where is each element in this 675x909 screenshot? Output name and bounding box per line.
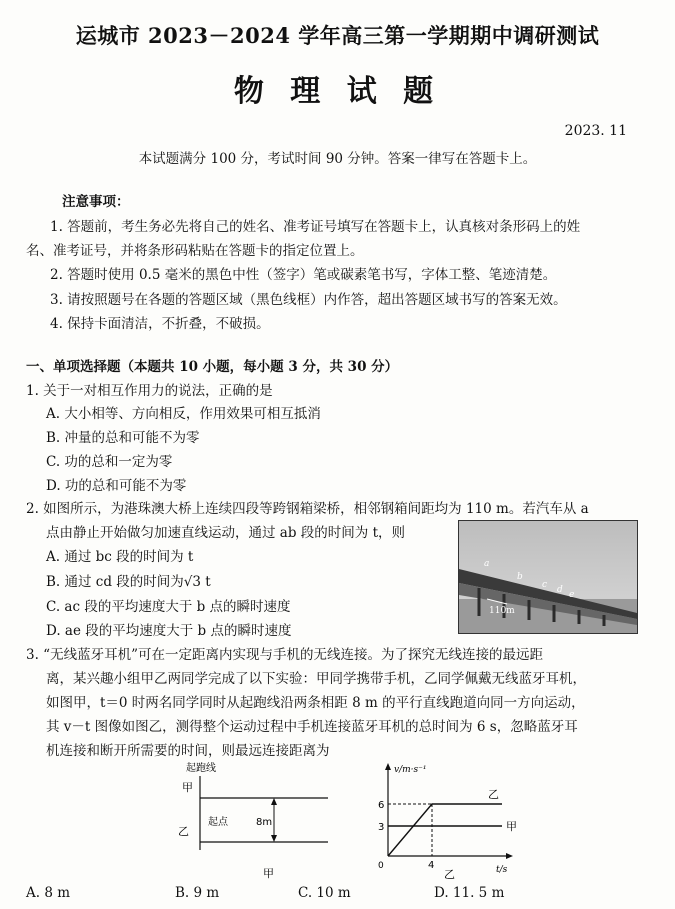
question-3-stem: 如图甲，t＝0 时两名同学同时从起跑线沿两条相距 8 m 的平行直线跑道向同一方向运动， bbox=[46, 695, 585, 711]
question-2-option-c: C. ac 段的平均速度大于 b 点的瞬时速度 bbox=[46, 599, 291, 615]
tick-y-3: 3 bbox=[378, 822, 385, 833]
series-yi-label: 乙 bbox=[488, 788, 499, 801]
series-jia-label: 甲 bbox=[506, 820, 517, 833]
arrow-down-icon bbox=[271, 835, 277, 842]
photo-label-e: e bbox=[569, 590, 575, 600]
question-3-option-a: A. 8 m bbox=[26, 885, 71, 901]
question-3-option-c: C. 10 m bbox=[298, 885, 351, 901]
question-2-option-b: B. 通过 cd 段的时间为√3 t bbox=[46, 574, 211, 590]
t-axis-label: t/s bbox=[496, 865, 508, 875]
notice-heading: 注意事项： bbox=[62, 194, 130, 210]
question-3-option-b: B. 9 m bbox=[175, 885, 220, 901]
figure-yi-vt-graph bbox=[370, 760, 530, 880]
series-yi-line bbox=[388, 804, 502, 856]
question-3-option-d: D. 11. 5 m bbox=[434, 885, 505, 901]
origin-label: 0 bbox=[378, 861, 384, 871]
photo-label-d: d bbox=[557, 585, 563, 595]
exam-title: 运城市 2023－2024 学年高三第一学期期中调研测试 bbox=[75, 23, 600, 48]
arrow-right-icon bbox=[506, 853, 513, 859]
distance-label: 8m bbox=[256, 817, 273, 828]
section-heading: 一、单项选择题（本题共 10 小题，每小题 3 分，共 30 分） bbox=[26, 359, 399, 375]
notice-item: 2. 答题时使用 0.5 毫米的黑色中性（签字）笔或碳素笔书写，字体工整、笔迹清楚。 bbox=[50, 267, 557, 283]
notice-item: 3. 请按照题号在各题的答题区域（黑色线框）内作答，超出答题区域书写的答案无效。 bbox=[50, 292, 567, 308]
question-2-option-d: D. ae 段的平均速度大于 b 点的瞬时速度 bbox=[46, 623, 292, 639]
subject-title: 物 理 试 题 bbox=[233, 74, 442, 109]
question-2-option-a: A. 通过 bc 段的时间为 t bbox=[46, 549, 194, 565]
photo-label-b: b bbox=[517, 572, 523, 582]
question-1-option-d: D. 功的总和可能不为零 bbox=[46, 478, 187, 494]
bridge-photo bbox=[458, 520, 638, 634]
notice-item: 4. 保持卡面清洁，不折叠，不破损。 bbox=[50, 316, 270, 332]
tick-y-6: 6 bbox=[378, 800, 385, 811]
start-point-label: 起点 bbox=[208, 817, 228, 828]
arrow-up-icon bbox=[271, 798, 277, 805]
lane-yi-label: 乙 bbox=[178, 825, 189, 838]
photo-label-distance: 110m bbox=[489, 606, 515, 616]
question-3-stem: 其 v－t 图像如图乙，测得整个运动过程中手机连接蓝牙耳机的总时间为 6 s，忽略蓝牙耳 bbox=[46, 719, 578, 735]
tick-x-4: 4 bbox=[428, 860, 435, 871]
question-1-option-c: C. 功的总和一定为零 bbox=[46, 454, 173, 470]
question-3-stem: 3. “无线蓝牙耳机”可在一定距离内实现与手机的无线连接。为了探究无线连接的最远距 bbox=[26, 647, 543, 663]
notice-item: 1. 答题前，考生务必先将自己的姓名、准考证号填写在答题卡上，认真核对条形码上的姓 bbox=[50, 219, 581, 235]
figure-yi-caption: 乙 bbox=[444, 868, 455, 880]
figure-jia-caption: 甲 bbox=[263, 867, 274, 880]
start-line-label: 起跑线 bbox=[186, 763, 216, 774]
question-3-stem: 离，某兴趣小组甲乙两同学完成了以下实验：甲同学携带手机，乙同学佩戴无线蓝牙耳机， bbox=[46, 671, 586, 687]
photo-label-c: c bbox=[542, 580, 548, 590]
question-1-option-b: B. 冲量的总和可能不为零 bbox=[46, 430, 200, 446]
question-1-option-a: A. 大小相等、方向相反，作用效果可相互抵消 bbox=[46, 406, 321, 422]
photo-label-a: a bbox=[484, 559, 490, 569]
arrow-up-icon bbox=[385, 763, 391, 770]
question-3-stem: 机连接和断开所需要的时间，则最远连接距离为 bbox=[46, 743, 330, 759]
question-2-stem: 点由静止开始做匀加速直线运动，通过 ab 段的时间为 t，则 bbox=[46, 525, 405, 541]
exam-date: 2023. 11 bbox=[564, 123, 627, 139]
v-axis-label: v/m·s⁻¹ bbox=[394, 765, 427, 775]
lane-jia-label: 甲 bbox=[182, 781, 193, 794]
notice-item: 名、准考证号，并将条形码粘贴在答题卡的指定位置上。 bbox=[26, 243, 364, 259]
exam-note: 本试题满分 100 分，考试时间 90 分钟。答案一律写在答题卡上。 bbox=[138, 151, 537, 167]
question-2-stem: 2. 如图所示，为港珠澳大桥上连续四段等跨钢箱梁桥，相邻钢箱间距均为 110 m。若汽车从 a bbox=[26, 501, 589, 517]
figure-jia bbox=[160, 760, 340, 880]
question-1-stem: 1. 关于一对相互作用力的说法，正确的是 bbox=[26, 383, 273, 399]
